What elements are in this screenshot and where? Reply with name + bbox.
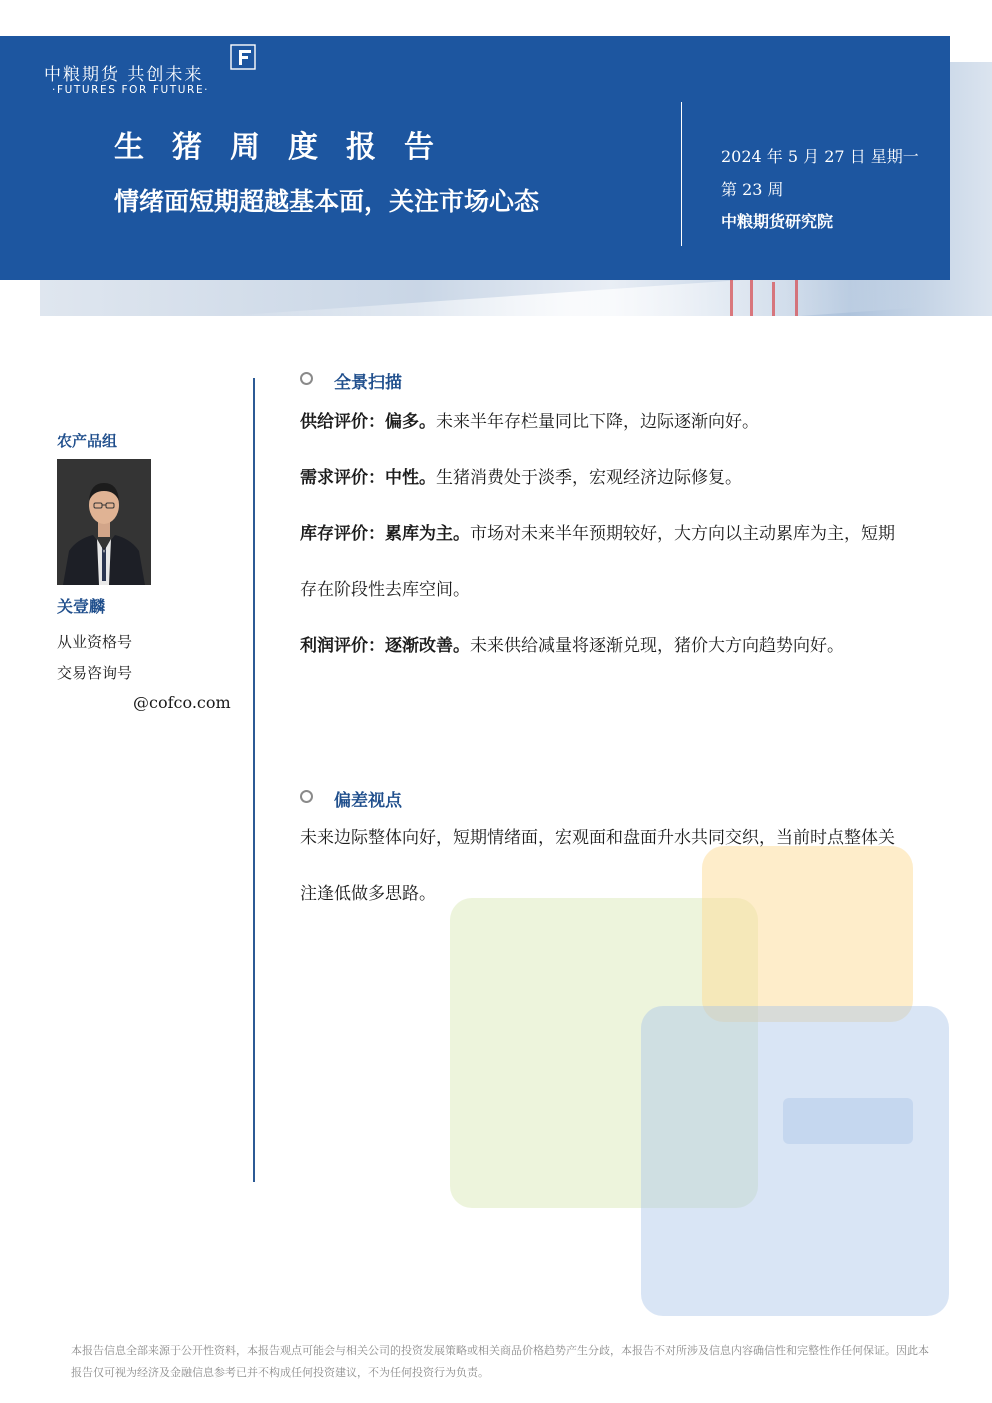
header-divider — [681, 102, 682, 246]
paragraph-label: 库存评价：累库为主。 — [300, 524, 470, 544]
report-organization: 中粮期货研究院 — [721, 212, 834, 231]
company-logo-text: 中粮期货 共创未来 — [44, 65, 204, 85]
paragraph-text: 生猪消费处于淡季，宏观经济边际修复。 — [436, 468, 742, 488]
author-name: 关壹麟 — [57, 597, 106, 616]
group-label: 农产品组 — [57, 432, 118, 450]
circle-bullet-icon — [300, 790, 313, 803]
paragraph-deviation: 未来边际整体向好，短期情绪面，宏观面和盘面升水共同交织，当前时点整体关注逢低做多思路。 — [300, 828, 895, 904]
paragraph-text: 未来半年存栏量同比下降，边际逐渐向好。 — [436, 412, 759, 432]
report-week: 第 23 周 — [721, 180, 784, 199]
report-date: 2024 年 5 月 27 日 星期一 — [721, 147, 919, 166]
logo-mark-icon — [230, 44, 256, 70]
author-portrait-icon — [57, 459, 151, 585]
paragraph-inventory — [300, 506, 910, 618]
paragraph-label: 需求评价：中性。 — [300, 468, 436, 488]
author-photo — [57, 459, 151, 585]
paragraph-supply — [300, 394, 910, 450]
column-divider — [253, 378, 255, 1182]
paragraph-label: 供给评价：偏多。 — [300, 412, 436, 432]
report-title: 生猪周度报告 — [114, 130, 462, 165]
candle-bar — [730, 276, 733, 316]
paragraph-demand — [300, 450, 910, 506]
paragraph-text: 未来供给减量将逐渐兑现，猪价大方向趋势向好。 — [470, 636, 844, 656]
qualification-number-label: 从业资格号 — [57, 633, 133, 651]
paragraph-profit — [300, 618, 910, 674]
circle-bullet-icon — [300, 372, 313, 385]
paragraph-text: 市场对未来半年预期较好，大方向以主动累库为主，短期存在阶段性去库空间。 — [300, 524, 895, 600]
author-email[interactable]: @cofco.com — [133, 693, 231, 712]
decor-inner-rect — [783, 1098, 913, 1144]
section-title: 偏差视点 — [334, 791, 402, 811]
section-title: 全景扫描 — [334, 373, 402, 393]
decor-square-blue — [641, 1006, 949, 1316]
disclaimer-text: 本报告信息全部来源于公开性资料，本报告观点可能会与相关公司的投资发展策略或相关商品价格趋势产生分歧，本报告不对所涉及信息内容确信性和完整性作任何保证。因此本报告仅可视为经济及金融信息参考已并不构成任何投资建议，不为任何投资行为负责。 — [71, 1344, 929, 1379]
header-banner — [0, 36, 950, 280]
paragraph-label: 利润评价：逐渐改善。 — [300, 636, 470, 656]
consulting-number-label: 交易咨询号 — [57, 664, 133, 682]
report-subtitle: 情绪面短期超越基本面，关注市场心态 — [114, 187, 540, 216]
candle-bar — [772, 282, 775, 316]
company-slogan: ·FUTURES FOR FUTURE· — [52, 84, 210, 96]
